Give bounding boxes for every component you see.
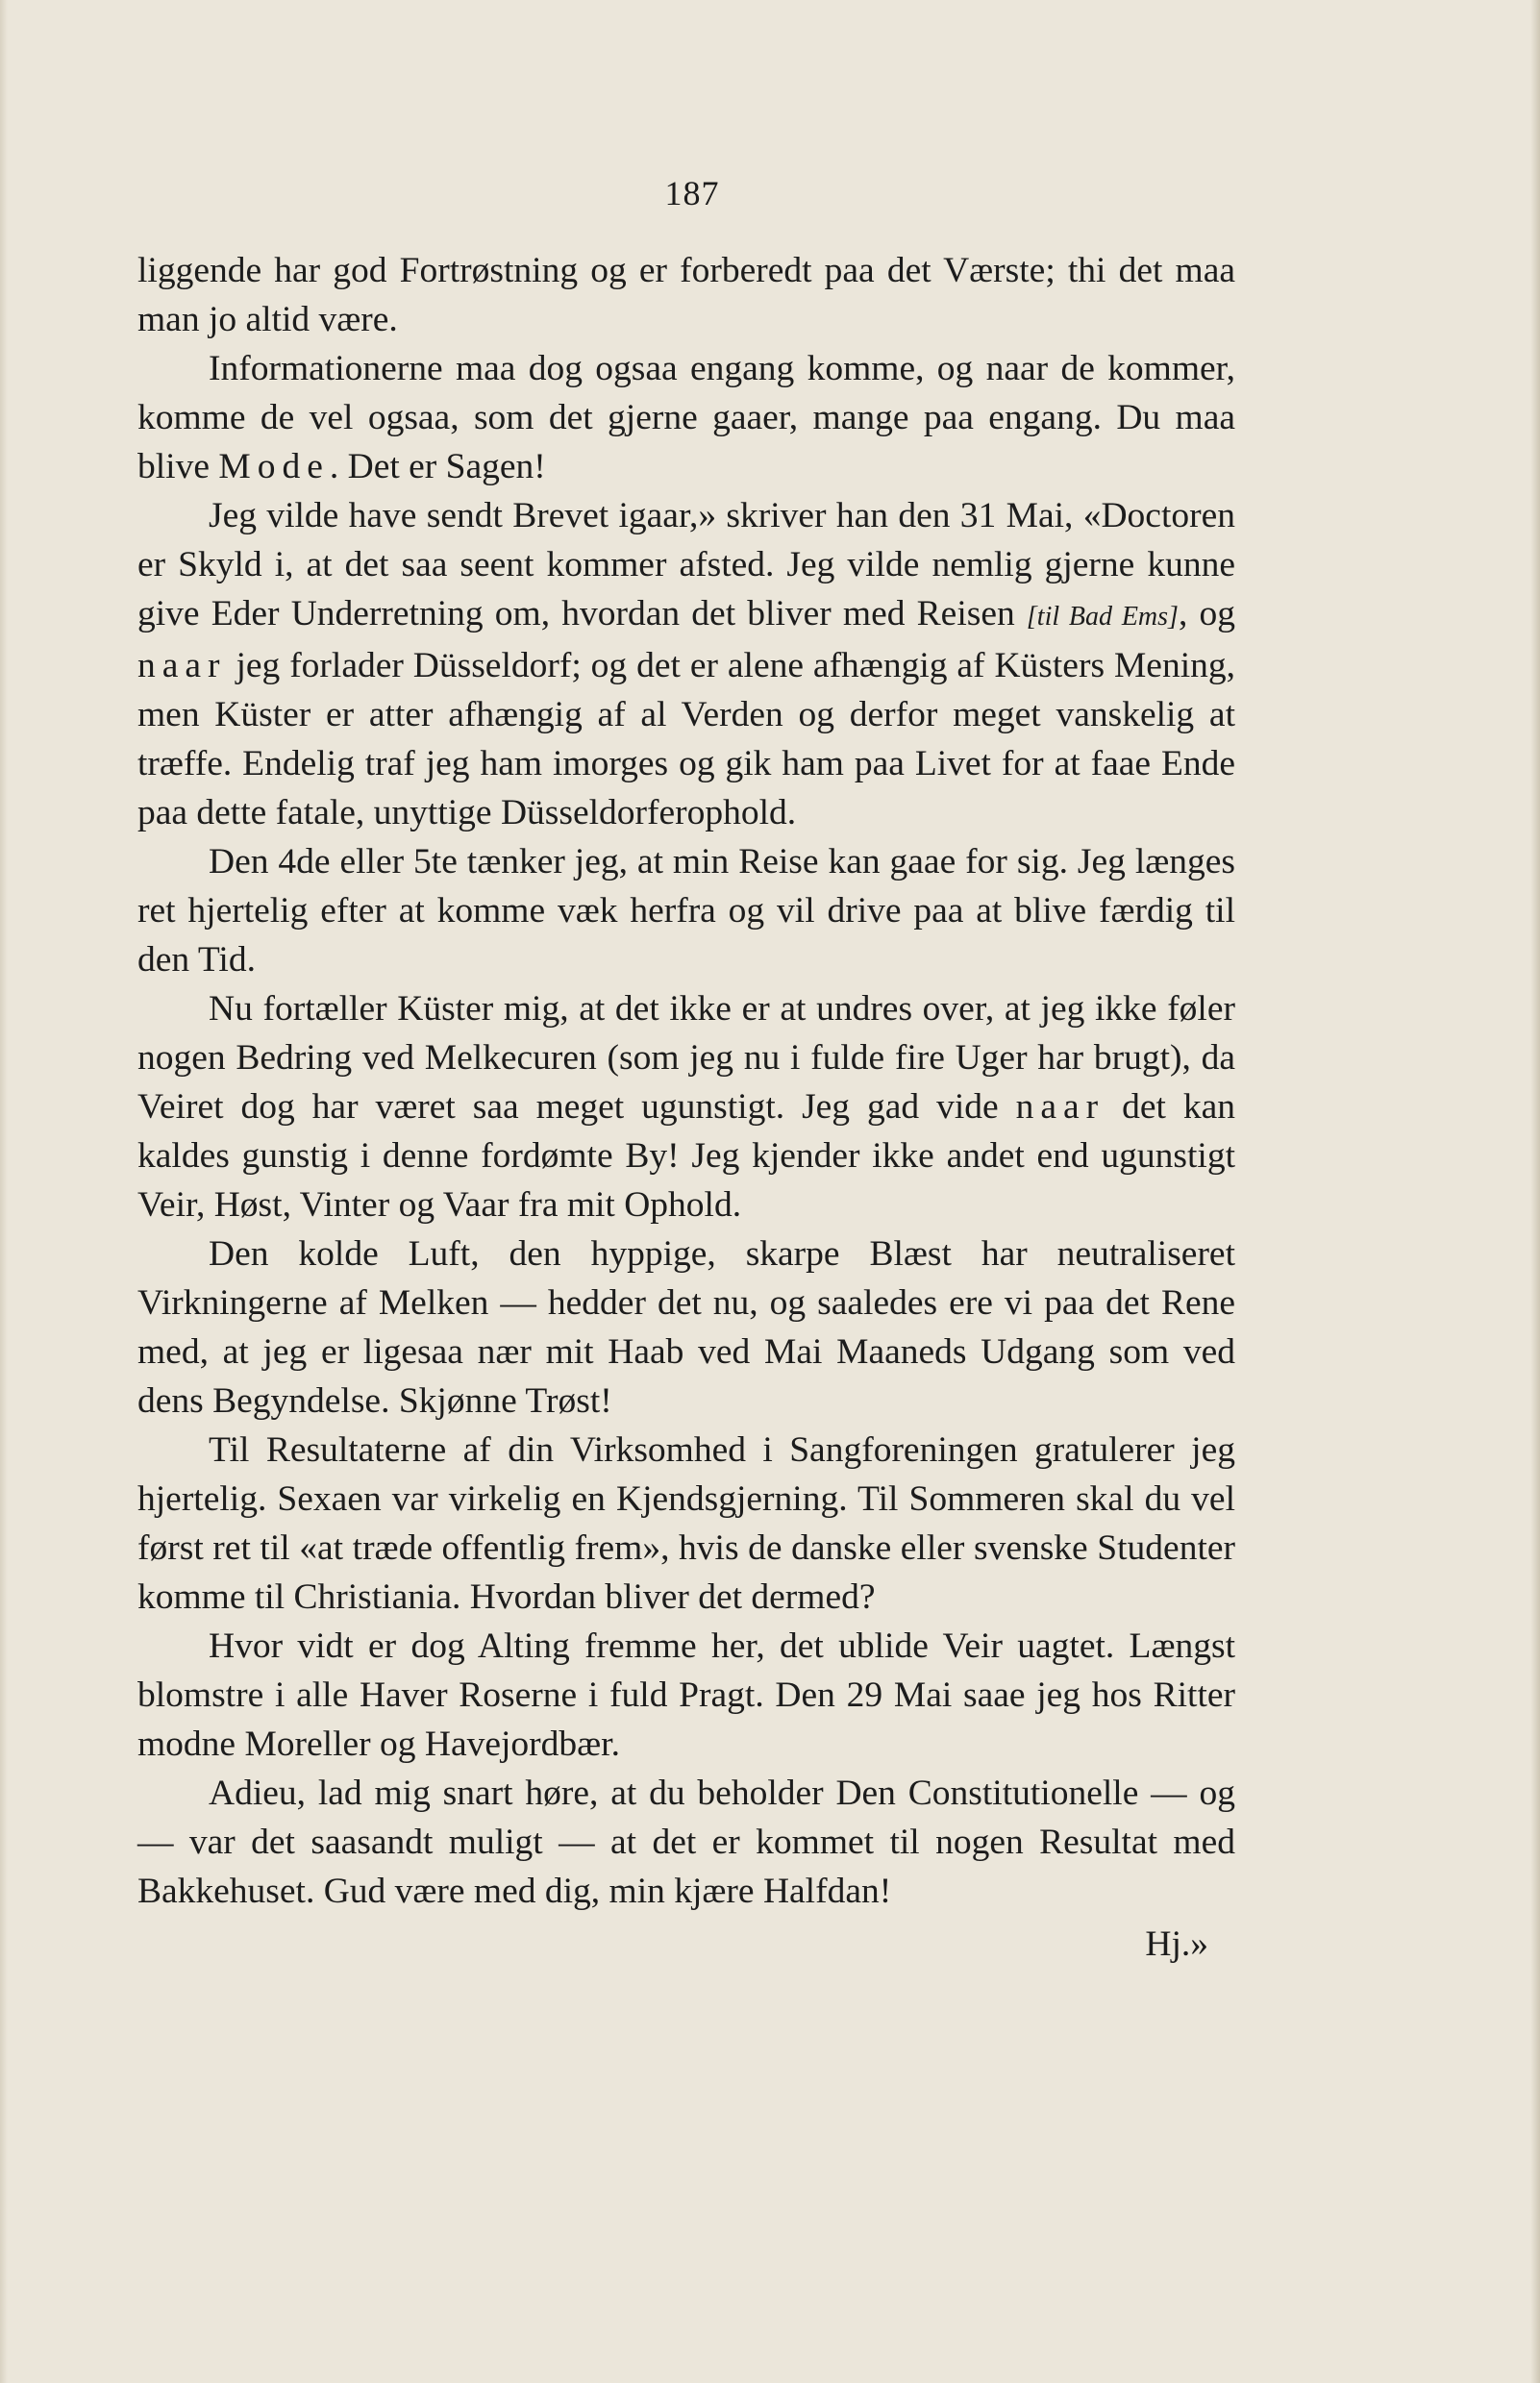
- paragraph: [137, 1229, 1235, 1426]
- text-small-italic: [til Bad Ems]: [1026, 602, 1179, 632]
- paragraph: [137, 1622, 1235, 1769]
- text-run: , og: [1178, 594, 1235, 633]
- paragraph: [137, 837, 1235, 984]
- text-run: Den kolde Luft, den hyppige, skarpe Blæst har neutraliseret Virkningerne af Melken — hedder det nu, og saaledes ere vi paa det Rene med, at jeg er ligesaa nær mit Haab ved Mai Maaneds Udgang som ved dens Begyndelse. Skjønne Trøst!: [137, 1234, 1235, 1421]
- text-spaced: naar: [137, 646, 227, 685]
- paragraph: [137, 491, 1235, 837]
- text-run: det kan kaldes gunstig i denne fordømte By! Jeg kjender ikke andet end ugunstigt Veir, Høst, Vinter og Vaar fra mit Ophold.: [137, 1087, 1235, 1225]
- text-run: Informationerne maa dog ogsaa engang komme, og naar de kommer, komme de vel ogsaa, som det gjerne gaaer, mange paa engang. Du maa blive: [137, 349, 1235, 486]
- text-run: . Det er Sagen!: [329, 447, 546, 486]
- text-run: liggende har god Fortrøstning og er forberedt paa det Værste; thi det maa man jo altid være.: [137, 251, 1235, 339]
- page-edge-right: [1530, 0, 1540, 2383]
- text-run: Adieu, lad mig snart høre, at du beholder Den Constitutionelle — og — var det saasandt muligt — at det er kommet til nogen Resultat med Bakkehuset. Gud være med dig, min kjære Halfdan!: [137, 1774, 1235, 1911]
- text-spaced: Mode: [218, 447, 330, 486]
- paragraph: [137, 1769, 1235, 1916]
- text-run: Den 4de eller 5te tænker jeg, at min Reise kan gaae for sig. Jeg længes ret hjertelig efter at komme væk herfra og vil drive paa at blive færdig til den Tid.: [137, 842, 1235, 980]
- paragraph: [137, 344, 1235, 491]
- paragraph: [137, 984, 1235, 1229]
- text-run: Nu fortæller Küster mig, at det ikke er at undres over, at jeg ikke føler nogen Bedring ved Melkecuren (som jeg nu i fulde fire Uger har brugt), da Veiret dog har været saa meget ugunstigt. Jeg gad vide: [137, 989, 1235, 1127]
- paragraph: [137, 1426, 1235, 1622]
- page-number: 187: [664, 174, 720, 212]
- text-run: Jeg vilde have sendt Brevet igaar,» skriver han den 31 Mai, «Doctoren er Skyld i, at det saa seent kommer afsted. Jeg vilde nemlig gjerne kunne give Eder Underretning om, hvordan det bliver med Reisen: [137, 496, 1235, 633]
- signature: Hj.»: [1145, 1924, 1208, 1964]
- text-run: Til Resultaterne af din Virksomhed i Sangforeningen gratulerer jeg hjertelig. Sexaen var virkelig en Kjendsgjerning. Til Sommeren skal du vel først ret til «at træde offentlig frem», hvis de danske eller svenske Studenter komme til Christiania. Hvordan bliver det dermed?: [137, 1430, 1235, 1617]
- text-spaced: naar: [1015, 1087, 1105, 1127]
- letter-body: [137, 246, 1235, 1969]
- text-run: Hvor vidt er dog Alting fremme her, det ublide Veir uagtet. Længst blomstre i alle Haver Roserne i fuld Pragt. Den 29 Mai saae jeg hos Ritter modne Moreller og Havejordbær.: [137, 1626, 1235, 1764]
- text-run: jeg forlader Düsseldorf; og det er alene afhængig af Küsters Mening, men Küster er atter afhængig af al Verden og derfor meget vanskelig at træffe. Endelig traf jeg ham imorges og gik ham paa Livet for at faae Ende paa dette fatale, unyttige Düsseldorferophold.: [137, 646, 1235, 832]
- paragraph: [137, 246, 1235, 344]
- page-edge-left: [0, 0, 8, 2383]
